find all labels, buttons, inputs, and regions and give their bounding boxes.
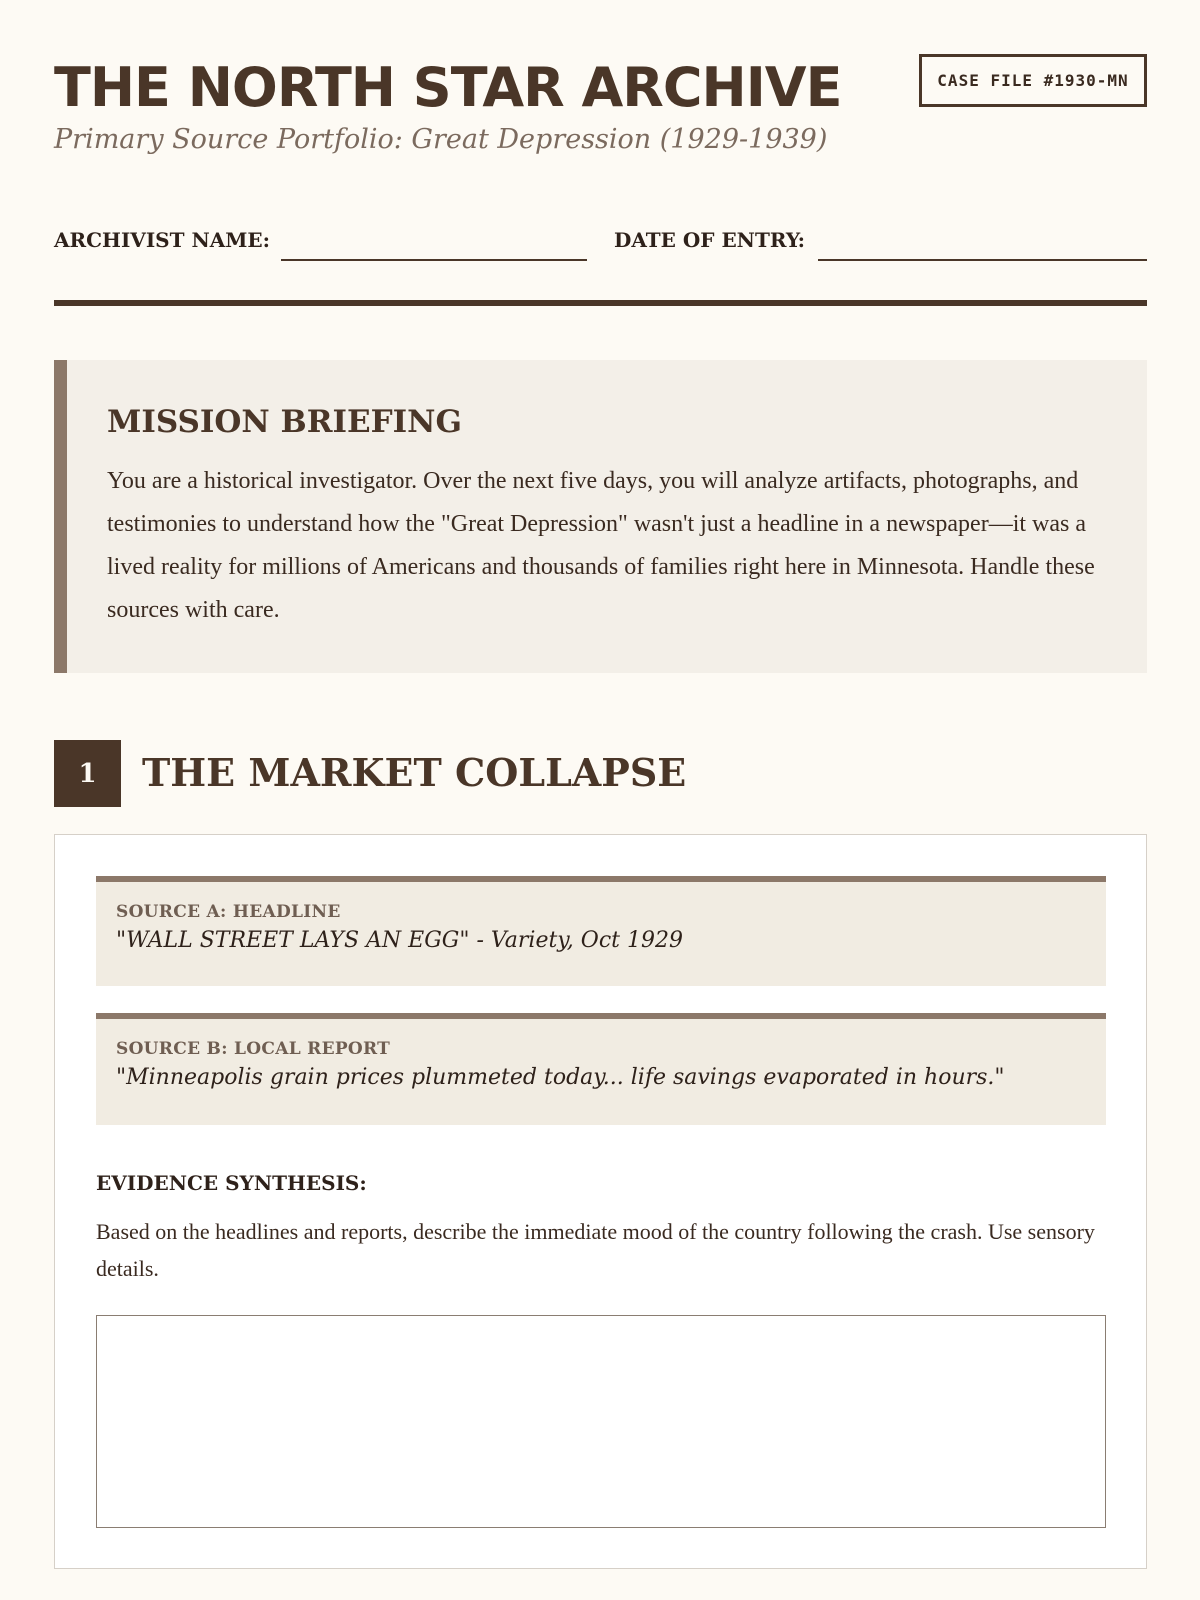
evidence-synthesis-prompt: Based on the headlines and reports, describe the immediate mood of the country following the crash. Use sensory details.	[96, 1219, 1095, 1281]
source-a	[96, 876, 1106, 986]
briefing-text: You are a historical investigator. Over the next five days, you will analyze artifacts, photographs, and testimonies to understand how the "Great Depression" wasn't just a headline in a newspaper—it was a lived reality for millions of Americans and thousands of families right here in Minnesota. Handle these sources with care.	[107, 468, 1095, 623]
archivist-name-field[interactable]	[281, 259, 587, 261]
header-divider	[54, 300, 1147, 306]
section-title: THE MARKET COLLAPSE	[142, 750, 687, 795]
source-a-quote: "WALL STREET LAYS AN EGG" - Variety, Oct 1929	[116, 928, 683, 953]
header	[54, 0, 1147, 170]
section-header	[54, 740, 1147, 807]
section-number: 1	[54, 740, 121, 807]
answer-box[interactable]	[96, 1315, 1106, 1528]
info-fields	[54, 222, 1147, 262]
source-b	[96, 1013, 1106, 1125]
source-b-quote: "Minneapolis grain prices plummeted today... life savings evaporated in hours."	[116, 1065, 1005, 1090]
page-subtitle: Primary Source Portfolio: Great Depression (1929-1939)	[54, 124, 828, 155]
page-title: THE NORTH STAR ARCHIVE	[54, 56, 842, 119]
section-card	[54, 834, 1147, 1569]
worksheet-page	[54, 0, 1147, 1281]
archivist-name-label: ARCHIVIST NAME:	[54, 228, 271, 252]
date-of-entry-label: DATE OF ENTRY:	[614, 228, 806, 252]
case-file-badge: CASE FILE #1930-MN	[919, 54, 1147, 107]
date-of-entry-field[interactable]	[818, 259, 1147, 261]
source-b-label: SOURCE B: LOCAL REPORT	[116, 1039, 391, 1059]
source-a-label: SOURCE A: HEADLINE	[116, 902, 341, 922]
mission-briefing	[54, 360, 1147, 673]
briefing-title: MISSION BRIEFING	[107, 404, 462, 440]
evidence-synthesis-label: EVIDENCE SYNTHESIS:	[96, 1171, 367, 1195]
